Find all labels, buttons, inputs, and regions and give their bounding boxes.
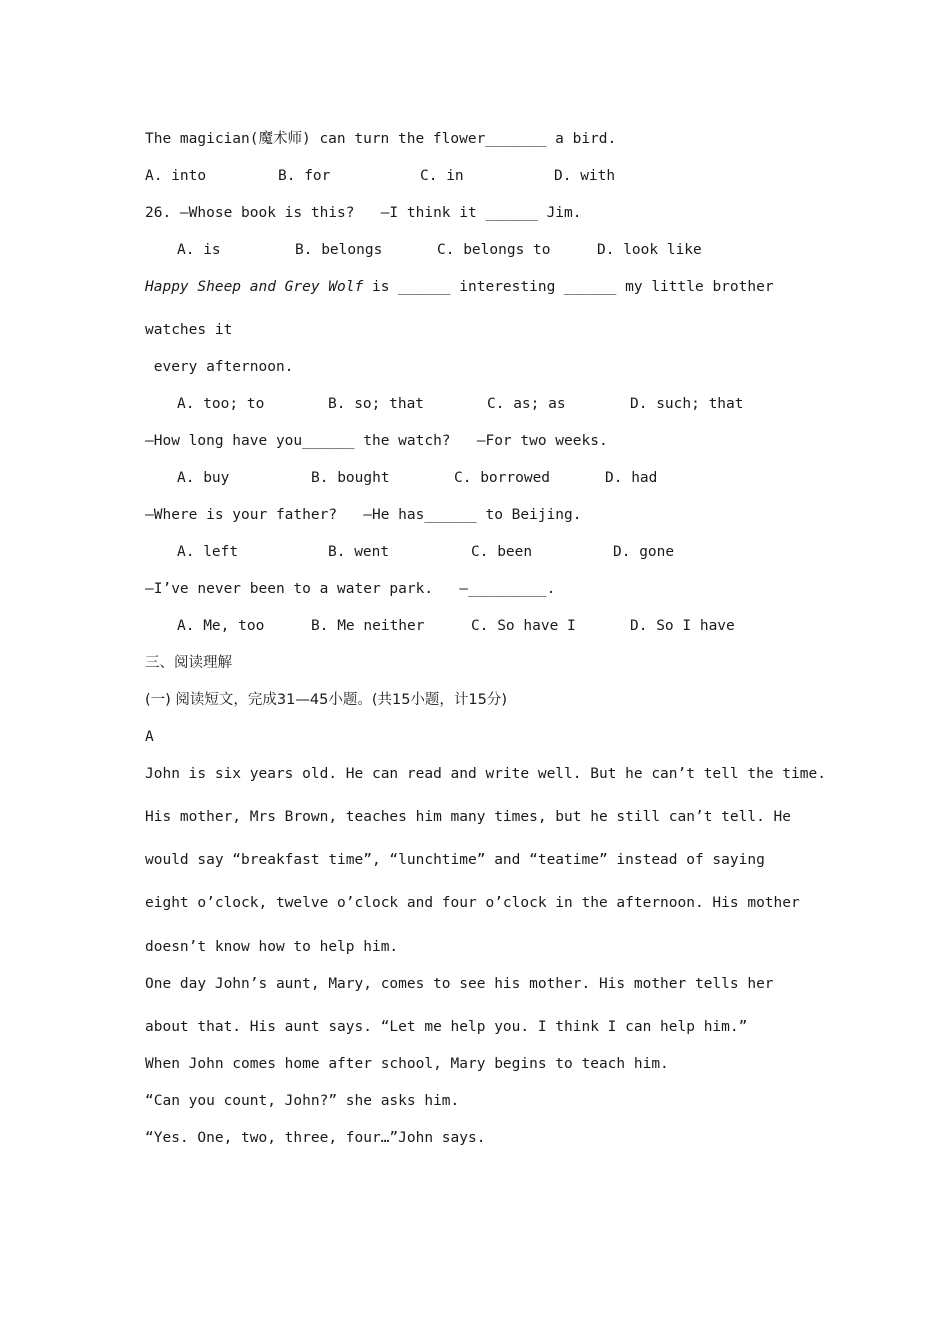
q27-option-a: A. too; to (177, 396, 265, 412)
passage-line: about that. His aunt says. “Let me help you. I think I can help him.” (145, 1019, 748, 1035)
passage-line: When John comes home after school, Mary begins to teach him. (145, 1056, 669, 1072)
question-29-stem: —Where is your father? —He has______ to Beijing. (145, 507, 582, 523)
q30-option-d: D. So I have (630, 618, 735, 634)
question-25-stem: The magician(魔术师) can turn the flower_______ a bird. (145, 131, 617, 147)
q30-option-a: A. Me, too (177, 618, 265, 634)
q29-option-d: D. gone (613, 544, 675, 560)
q30-option-b: B. Me neither (311, 618, 425, 634)
q28-option-a: A. buy (177, 470, 230, 486)
section-title: 三、阅读理解 (145, 655, 232, 671)
q26-option-d: D. look like (597, 242, 702, 258)
passage-line: One day John’s aunt, Mary, comes to see his mother. His mother tells her (145, 976, 774, 992)
q29-option-a: A. left (177, 544, 239, 560)
q26-option-b: B. belongs (295, 242, 383, 258)
q25-option-d: D. with (554, 168, 616, 184)
q27-stem-rest: is ______ interesting ______ my little brother (363, 279, 774, 295)
passage-line: “Can you count, John?” she asks him. (145, 1093, 460, 1109)
passage-line: eight o’clock, twelve o’clock and four o’clock in the afternoon. His mother (145, 895, 800, 911)
passage-label: A (145, 729, 154, 745)
passage-line: John is six years old. He can read and write well. But he can’t tell the time. (145, 766, 826, 782)
q26-option-a: A. is (177, 242, 221, 258)
passage-line: “Yes. One, two, three, four…”John says. (145, 1130, 486, 1146)
q27-option-b: B. so; that (328, 396, 425, 412)
passage-line: would say “breakfast time”, “lunchtime” and “teatime” instead of saying (145, 852, 765, 868)
question-26-stem: 26. —Whose book is this? —I think it ______ Jim. (145, 205, 582, 221)
q27-option-d: D. such; that (630, 396, 744, 412)
question-27-stem-line2: watches it (145, 322, 233, 338)
passage-line: doesn’t know how to help him. (145, 939, 399, 955)
question-27-stem-line3: every afternoon. (145, 359, 294, 375)
q25-option-c: C. in (420, 168, 464, 184)
q26-option-c: C. belongs to (437, 242, 551, 258)
q25-option-a: A. into (145, 168, 207, 184)
q28-option-d: D. had (605, 470, 658, 486)
q28-option-b: B. bought (311, 470, 390, 486)
question-30-stem: —I’ve never been to a water park. —_________. (145, 581, 556, 597)
section-instruction: (一) 阅读短文，完成31—45小题。(共15小题，计15分) (145, 692, 508, 708)
q29-option-c: C. been (471, 544, 533, 560)
q28-option-c: C. borrowed (454, 470, 551, 486)
q25-option-b: B. for (278, 168, 331, 184)
q27-title: Happy Sheep and Grey Wolf (145, 279, 364, 295)
q27-option-c: C. as; as (487, 396, 566, 412)
question-28-stem: —How long have you______ the watch? —For two weeks. (145, 433, 608, 449)
q29-option-b: B. went (328, 544, 390, 560)
question-27-stem (145, 277, 774, 297)
passage-line: His mother, Mrs Brown, teaches him many times, but he still can’t tell. He (145, 809, 792, 825)
q30-option-c: C. So have I (471, 618, 576, 634)
